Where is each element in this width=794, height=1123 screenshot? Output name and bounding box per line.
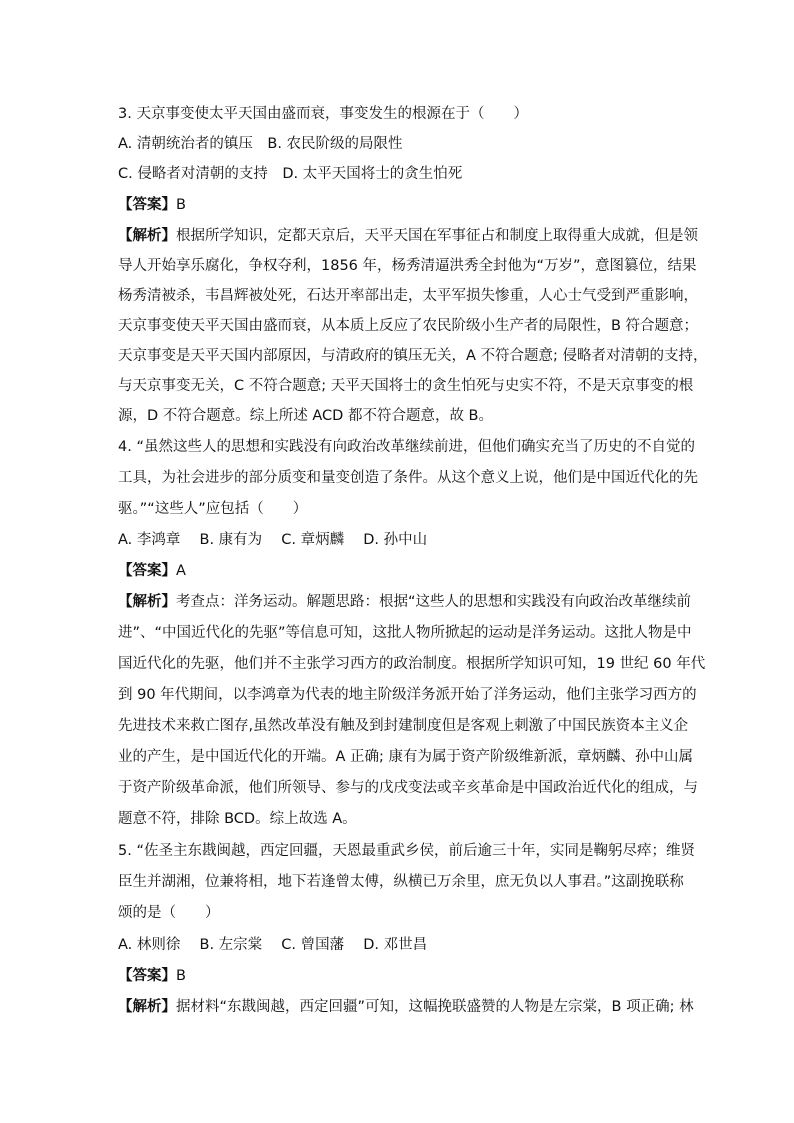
q4-analysis-line-1 xyxy=(118,592,692,612)
answer-label: 【答案】 xyxy=(118,968,176,984)
analysis-label: 【解析】 xyxy=(118,999,176,1015)
answer-value: A xyxy=(176,563,186,579)
q5-analysis-line-1 xyxy=(118,997,694,1017)
q3-analysis-line-5: 天京事变是天平天国内部原因，与清政府的镇压无关，A 不符合题意; 侵略者对清朝的支持， xyxy=(118,348,708,364)
q5-stem-line-3: 颂的是（ ） xyxy=(118,905,220,921)
q3-stem: 3. 天京事变使太平天国由盛而衰，事变发生的根源在于（ ） xyxy=(118,106,528,122)
q4-stem-line-1: 4. “虽然这些人的思想和实践没有向政治改革继续前进，但他们确实充当了历史的不自觉的 xyxy=(118,439,695,455)
q4-analysis-line-4: 到 90 年代期间，以李鸿章为代表的地主阶级洋务派开始了洋务运动，他们主张学习西方的 xyxy=(118,687,697,703)
q4-analysis-line-8: 题意不符，排除 BCD。综上故选 A。 xyxy=(118,811,357,827)
answer-value: B xyxy=(176,968,186,984)
q5-answer xyxy=(118,966,680,986)
q3-analysis-line-1 xyxy=(118,226,698,246)
q3-analysis-line-7: 源，D 不符合题意。综上所述 ACD 都不符合题意，故 B。 xyxy=(118,408,494,424)
answer-value: B xyxy=(176,197,186,213)
q5-stem-line-1: 5. “佐圣主东戡闽越，西定回疆，天恩最重武乡侯，前后逾三十年，实同是鞠躬尽瘁；维贤 xyxy=(118,843,695,859)
q4-analysis-line-5: 先进技术来救亡图存,虽然改革没有触及到封建制度但是客观上刺激了中国民族资本主义企 xyxy=(118,718,689,734)
analysis-label: 【解析】 xyxy=(118,594,176,610)
analysis-label: 【解析】 xyxy=(118,228,176,244)
q4-analysis-line-3: 国近代化的先驱，他们并不主张学习西方的政治制度。根据所学知识可知，19 世纪 60 年代 xyxy=(118,656,706,672)
q3-analysis-line-2: 导人开始享乐腐化，争权夺利，1856 年，杨秀清逼洪秀全封他为“万岁”，意图篡位，结果 xyxy=(118,258,697,274)
q3-analysis-line-3: 杨秀清被杀，韦昌辉被处死，石达开率部出走，太平军损失惨重，人心士气受到严重影响， xyxy=(118,288,698,304)
q3-answer xyxy=(118,195,680,215)
q5-stem-line-2: 臣生并湖湘，位兼将相，地下若逢曾太傅，纵横已万余里，庶无负以人事君。”这副挽联称 xyxy=(118,874,684,890)
q3-analysis-line-6: 与天京事变无关，C 不符合题意; 天平天国将士的贪生怕死与史实不符，不是天京事变的根 xyxy=(118,378,694,394)
q5-options: A. 林则徐 B. 左宗棠 C. 曾国藩 D. 邓世昌 xyxy=(118,937,428,953)
q3-analysis-line-4: 天京事变使天平天国由盛而衰，从本质上反应了农民阶级小生产者的局限性，B 符合题意； xyxy=(118,318,699,334)
q4-analysis-line-2: 进”、“中国近代化的先驱”等信息可知，这批人物所掀起的运动是洋务运动。这批人物是中 xyxy=(118,625,692,641)
q4-answer xyxy=(118,561,680,581)
q4-stem-line-3: 驱。”“这些人”应包括（ ） xyxy=(118,501,308,517)
analysis-text: 根据所学知识，定都天京后，天平天国在军事征占和制度上取得重大成就，但是领 xyxy=(176,228,698,244)
answer-label: 【答案】 xyxy=(118,563,176,579)
q4-analysis-line-6: 业的产生，是中国近代化的开端。A 正确; 康有为属于资产阶级维新派，章炳麟、孙中山属 xyxy=(118,749,694,765)
q3-options-cd: C. 侵略者对清朝的支持 D. 太平天国将士的贪生怕死 xyxy=(118,166,463,182)
analysis-text: 考查点：洋务运动。解题思路：根据“这些人的思想和实践没有向政治改革继续前 xyxy=(176,594,692,610)
analysis-text: 据材料“东戡闽越，西定回疆”可知，这幅挽联盛赞的人物是左宗棠，B 项正确; 林 xyxy=(176,999,694,1015)
answer-label: 【答案】 xyxy=(118,197,176,213)
q4-analysis-line-7: 于资产阶级革命派，他们所领导、参与的戊戌变法或辛亥革命是中国政治近代化的组成，与 xyxy=(118,780,698,796)
q4-options: A. 李鸿章 B. 康有为 C. 章炳麟 D. 孙中山 xyxy=(118,532,428,548)
q4-stem-line-2: 工具，为社会进步的部分质变和量变创造了条件。从这个意义上说，他们是中国近代化的先 xyxy=(118,470,698,486)
q3-options-ab: A. 清朝统治者的镇压 B. 农民阶级的局限性 xyxy=(118,136,403,152)
